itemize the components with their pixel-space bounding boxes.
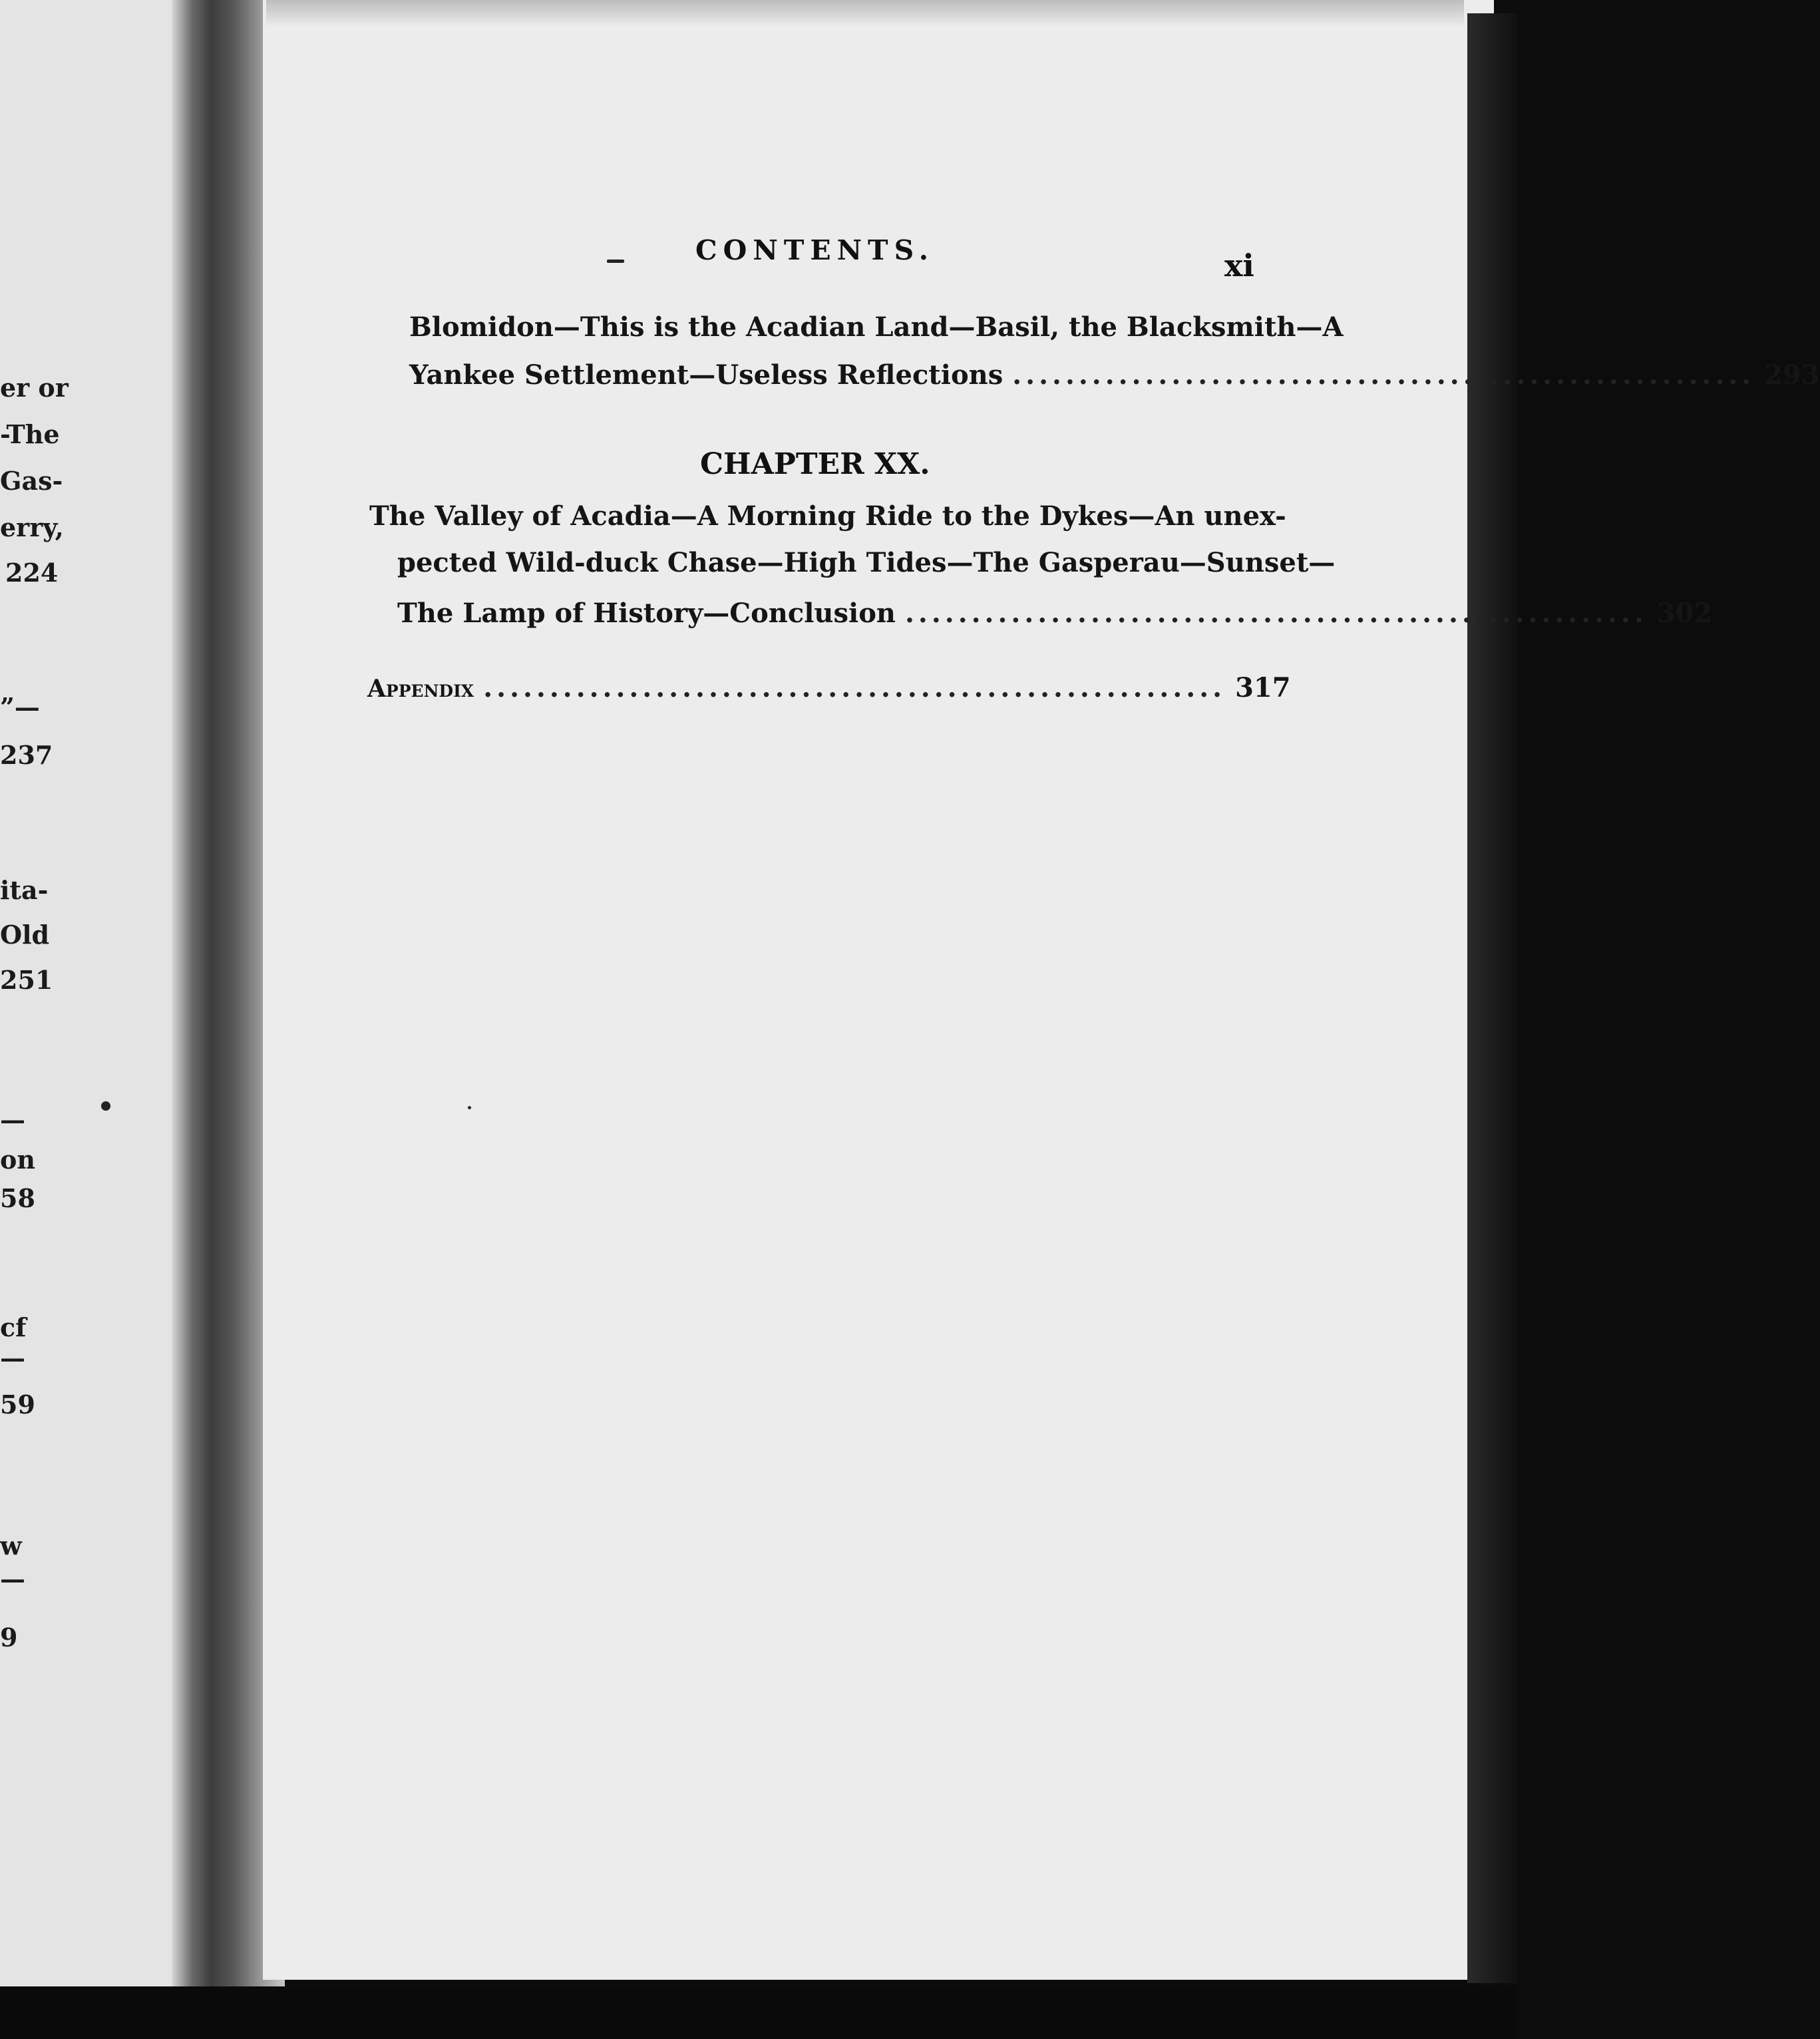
dot-leaders: ........................................................ xyxy=(904,598,1648,629)
scanner-bottom-edge xyxy=(0,1986,1517,2039)
chapter-heading: CHAPTER XX. xyxy=(700,447,930,481)
left-fragment: 9 xyxy=(0,1622,18,1652)
toc-entry-text: Yankee Settlement—Useless Reflections xyxy=(409,359,1003,391)
toc-page-number: 302 xyxy=(1656,598,1713,629)
left-fragment: erry, xyxy=(0,512,64,542)
appendix-entry xyxy=(367,672,1291,703)
dot-leaders: ........................................................ xyxy=(1012,359,1755,391)
left-fragment: — xyxy=(0,1564,25,1594)
toc-entry-line: The Valley of Acadia—A Morning Ride to the Dykes—An unex- xyxy=(369,500,1286,532)
scan-speck xyxy=(607,260,624,263)
left-fragment: 224 xyxy=(5,558,59,588)
left-fragment: w xyxy=(0,1531,22,1561)
left-fragment: 59 xyxy=(0,1390,35,1419)
page-edge-shadow xyxy=(1467,13,1517,1983)
scan-speck xyxy=(101,1101,110,1111)
left-fragment: ita- xyxy=(0,875,49,905)
left-fragment: 251 xyxy=(0,965,53,995)
left-fragment: — xyxy=(0,1105,25,1135)
toc-entry-text: The Lamp of History—Conclusion xyxy=(397,598,896,629)
page-top-shadow xyxy=(266,0,1464,27)
scan-speck xyxy=(468,1106,471,1109)
left-fragment: 58 xyxy=(0,1183,35,1213)
left-fragment: er or xyxy=(0,373,69,403)
left-fragment: cf xyxy=(0,1312,27,1342)
left-fragment: — xyxy=(0,1343,25,1373)
dot-leaders: ........................................................ xyxy=(483,672,1226,703)
toc-entry-line: pected Wild-duck Chase—High Tides—The Gasperau—Sunset— xyxy=(397,547,1336,578)
left-fragment: Old xyxy=(0,920,50,950)
left-fragment: ”— xyxy=(0,692,40,722)
page-number: xi xyxy=(1224,248,1254,283)
toc-page-number: 293 xyxy=(1764,359,1820,391)
toc-page-number: 317 xyxy=(1235,672,1291,703)
left-fragment: on xyxy=(0,1145,35,1175)
toc-entry-final-line xyxy=(409,359,1820,391)
contents-page xyxy=(263,0,1494,1980)
appendix-label: Appendix xyxy=(367,675,474,703)
left-fragment: Gas- xyxy=(0,466,63,496)
toc-entry-line: Blomidon—This is the Acadian Land—Basil, the Blacksmith—A xyxy=(409,311,1344,343)
toc-entry-final-line xyxy=(397,598,1713,629)
running-head: CONTENTS. xyxy=(695,234,934,266)
left-fragment: -The xyxy=(0,419,60,449)
left-fragment: 237 xyxy=(0,740,53,770)
